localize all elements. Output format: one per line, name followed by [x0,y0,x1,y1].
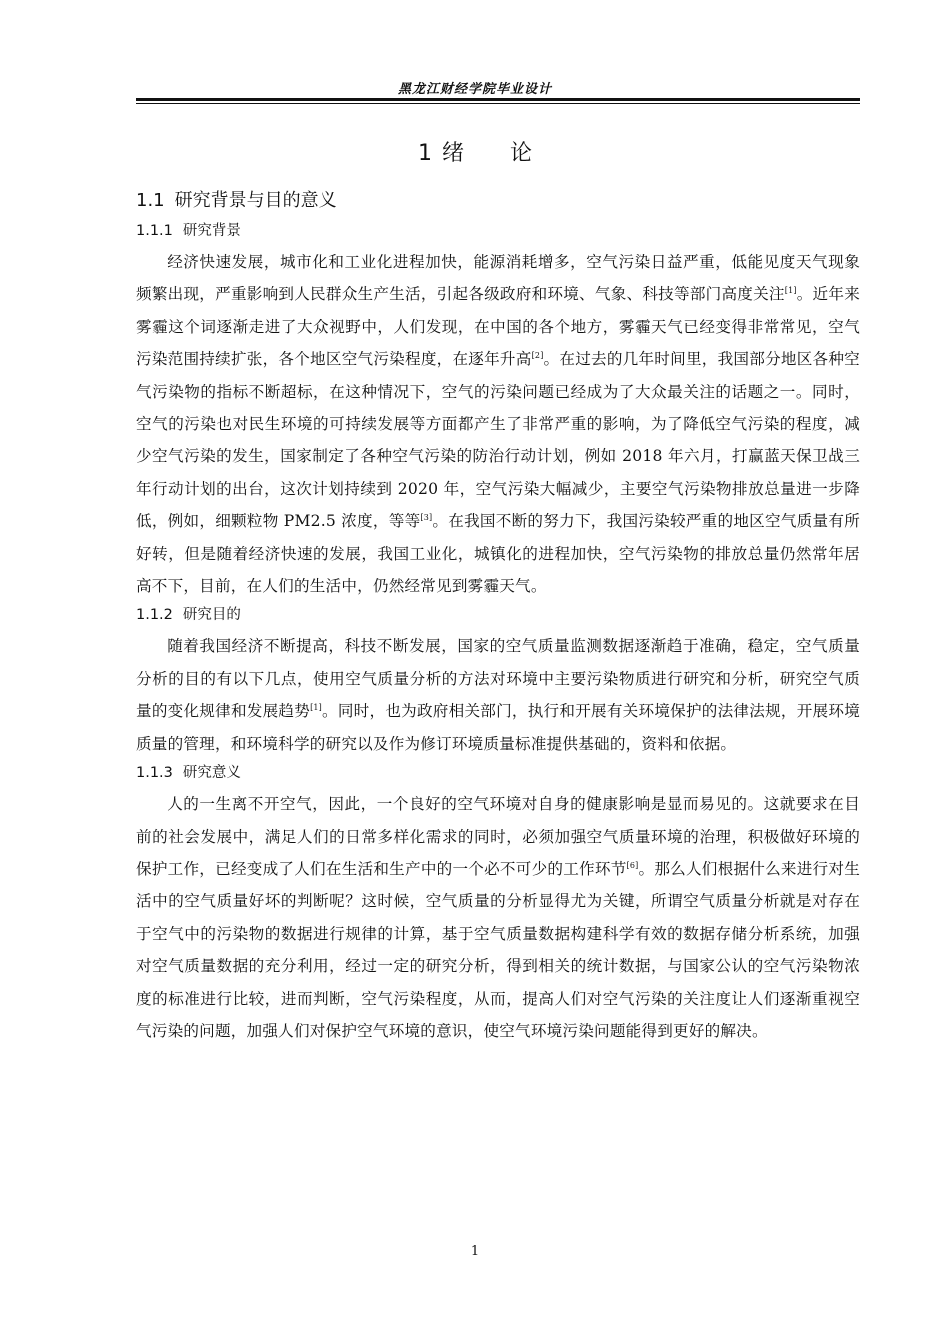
page-number: 1 [470,1244,480,1259]
subsection-number: 1.1.3 [136,765,173,782]
text-run: 。同时，也为政府相关部门，执行和开展有关环境保护的法律法规，开展环境质量的管理，和环境科学的研究以及作为修订环境质量标准提供基础的，资料和依据。 [136,702,860,753]
text-run: 。那么人们根据什么来进行对生活中的空气质量好坏的判断呢？这时候，空气质量的分析显得尤为关键，所谓空气质量分析就是对存在于空气中的污染物的数据进行规律的计算，基于空气质量数据构建科学有效的数据存储分析系统，加强对空气质量数据的充分利用，经过一定的研究分析，得到相关的统计数据，与国家公认的空气污染物浓度的标准进行比较，进而判断，空气污染程度，从而，提高人们对空气污染的关注度让人们逐渐重视空气污染的问题，加强人们对保护空气环境的意识，使空气环境污染问题能得到更好的解决。 [136,859,860,1040]
text-run: 人的一生离不开空气，因此，一个良好的空气环境对自身的健康影响是显而易见的。这就要求在目前的社会发展中，满足人们的日常多样化需求的同时，必须加强空气质量环境的治理，积极做好环境的保护工作，已经变成了人们在生活和生产中的一个必不可少的工作环节 [136,795,860,878]
subsection-title: 研究意义 [182,765,241,782]
chapter-title-word-1: 绪 [441,141,464,166]
subsection-number: 1.1.1 [136,223,173,239]
subsection-number: 1.1.2 [136,607,173,624]
paragraph-significance [136,788,860,1047]
header-rule-thick [136,98,860,101]
citation: [1] [310,703,322,713]
subsection-heading-purpose [136,602,860,630]
citation: [1] [784,286,797,296]
chapter-title [0,136,950,167]
section-title: 研究背景与目的意义 [174,190,337,211]
chapter-title-word-2: 论 [510,141,533,166]
citation: [3] [420,513,433,523]
subsection-heading-background [136,218,860,246]
header-rule-thin [136,103,860,104]
subsection-title: 研究目的 [182,607,241,624]
section-number: 1.1 [136,190,165,211]
body-content [136,186,860,1047]
paragraph-background [136,246,860,602]
subsection-heading-significance [136,760,860,788]
paragraph-purpose [136,630,860,760]
text-run: 经济快速发展，城市化和工业化进程加快，能源消耗增多，空气污染日益严重，低能见度天气现象频繁出现，严重影响到人民群众生产生活，引起各级政府和环境、气象、科技等部门高度关注 [136,253,860,304]
text-run: 。在我国不断的努力下，我国污染较严重的地区空气质量有所好转，但是随着经济快速的发展，我国工业化，城镇化的进程加快，空气污染物的排放总量仍然常年居高不下，目前，在人们的生活中，仍然经常见到雾霾天气。 [136,512,860,596]
text-run: 。近年来雾霾这个词逐渐走进了大众视野中，人们发现，在中国的各个地方，雾霾天气已经变得非常常见，空气污染范围持续扩张，各个地区空气污染程度，在逐年升高 [136,285,860,369]
subsection-title: 研究背景 [182,223,241,239]
chapter-number: 1 [417,141,432,166]
section-heading [136,186,860,218]
text-run: 。在过去的几年时间里，我国部分地区各种空气污染物的指标不断超标，在这种情况下，空气的污染问题已经成为了大众最关注的话题之一。同时，空气的污染也对民生环境的可持续发展等方面都产生了非常严重的影响，为了降低空气污染的程度，减少空气污染的发生，国家制定了各种空气污染的防治行动计划，例如 2018 年六月，打赢蓝天保卫战三年行动计划的出台，这次计划持续到 2020 年，空气污染大幅减少，主要空气污染物排放总量进一步降低，例如，细颗粒物 PM2.5 浓度，等等 [136,350,860,531]
text-run: 随着我国经济不断提高，科技不断发展，国家的空气质量监测数据逐渐趋于准确，稳定，空气质量分析的目的有以下几点，使用空气质量分析的方法对环境中主要污染物质进行研究和分析，研究空气质量的变化规律和发展趋势 [136,637,860,721]
citation: [6] [626,860,639,870]
citation: [2] [531,351,544,361]
running-header: 黑龙江财经学院毕业设计 [397,82,552,97]
